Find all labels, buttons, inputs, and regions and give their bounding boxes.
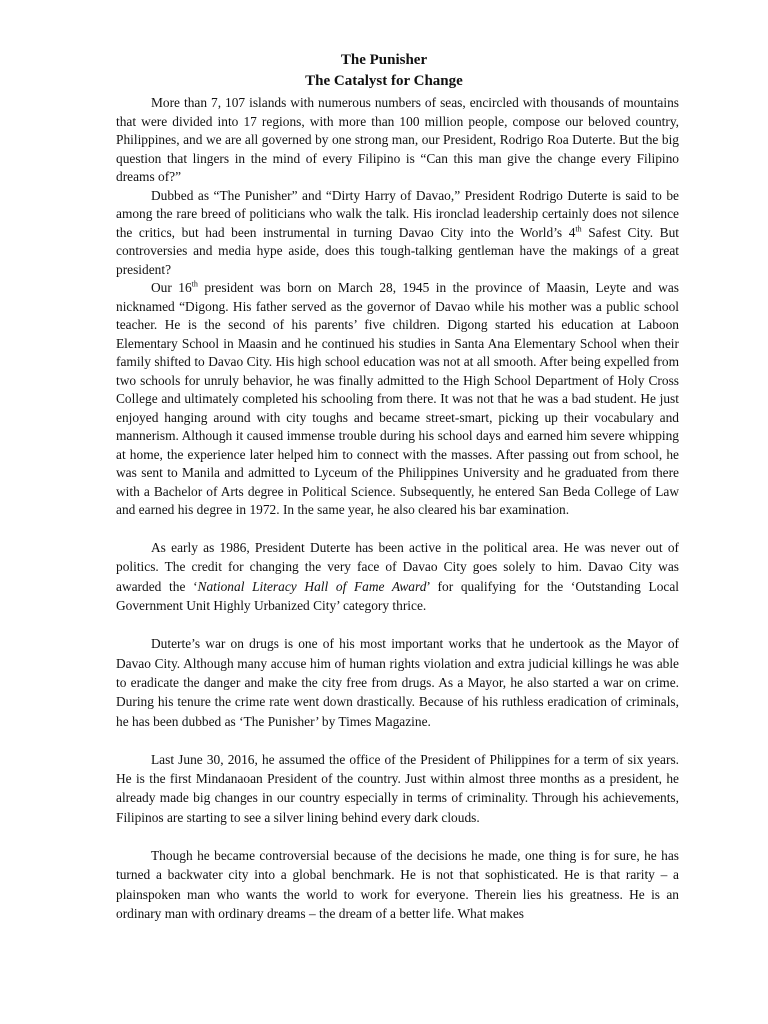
paragraph-conclusion: Though he became controversial because of the decisions he made, one thing is for sure, he has turned a backwater city into a global benchmark. He is not that sophisticated. He is that rarity – a plainspoken man who wants the world to work for everyone. Therein lies his greatness. He is an ordinary man with ordinary dreams – the dream of a better life. What makes	[116, 847, 679, 921]
paragraph-presidency: Last June 30, 2016, he assumed the office of the President of Philippines for a term of six years. He is the first Mindanaoan President of the country. Just within almost three months as a president, he already made big changes in our country especially in terms of criminality. Through his achievements, Filipinos are starting to see a silver lining behind every dark clouds.	[116, 751, 679, 825]
paragraph-intro: More than 7, 107 islands with numerous numbers of seas, encircled with thousands of mountains that were divided into 17 regions, with more than 100 million people, compose our beloved country, Philippines, and we are all governed by one strong man, our President, Rodrigo Roa Duterte. But the big question that lingers in the mind of every Filipino is “Can this man give the change every Filipino dreams of?”	[116, 95, 679, 184]
paragraph-politics: As early as 1986, President Duterte has been active in the political area. He was never out of politics. The credit for changing the very face of Davao City goes solely to him. Davao City was awarded the ‘National Literacy Hall of Fame Award’ for qualifying for the ‘Outstanding Local Government Unit Highly Urbanized City’ category thrice.	[116, 540, 679, 614]
document-title: The Punisher	[340, 52, 428, 68]
paragraph-dubbed: Dubbed as “The Punisher” and “Dirty Harry of Davao,” President Rodrigo Duterte is said to be among the rare breed of politicians who walk the talk. His ironclad leadership certainly does not silence the critics, but had been instrumental in turning Davao City into the World’s 4th Safest City. But controversies and media hype aside, does this tough-talking gentleman have the makings of a great president?	[116, 187, 679, 277]
title-block	[0, 50, 768, 92]
document-body	[116, 94, 679, 923]
document-subtitle: The Catalyst for Change	[305, 73, 463, 89]
paragraph-biography: Our 16th president was born on March 28, 1945 in the province of Maasin, Leyte and was nicknamed “Digong. His father served as the governor of Davao while his mother was a public school teacher. He is the second of his parents’ five children. Digong started his education at Laboon Elementary School in Maasin and he continued his studies in Santa Ana Elementary School when their family shifted to Davao City. His high school education was not at all smooth. After being expelled from two schools for unruly behavior, he was finally admitted to the High School Department of Holy Cross College and ultimately completed his schooling from there. It was not that he was a bad student. He just enjoyed hanging around with city toughs and became street-smart, picking up their vocabulary and mannerism. Although it caused immense trouble during his school days and earned him severe whipping at home, the experience later helped him to connect with the masses. After passing out from school, he was sent to Manila and admitted to Lyceum of the Philippines University and he graduated from there with a Bachelor of Arts degree in Political Science. Subsequently, he entered San Beda College of Law and earned his degree in 1972. In the same year, he also cleared his bar examination.	[116, 279, 679, 517]
paragraph-war-on-drugs: Duterte’s war on drugs is one of his most important works that he undertook as the Mayor of Davao City. Although many accuse him of human rights violation and extra judicial killings he was able to eradicate the danger and make the city free from drugs. As a Mayor, he also started a war on crime. During his tenure the crime rate went down drastically. Because of his ruthless eradication of criminals, he has been dubbed as ‘The Punisher’ by Times Magazine.	[116, 636, 679, 729]
